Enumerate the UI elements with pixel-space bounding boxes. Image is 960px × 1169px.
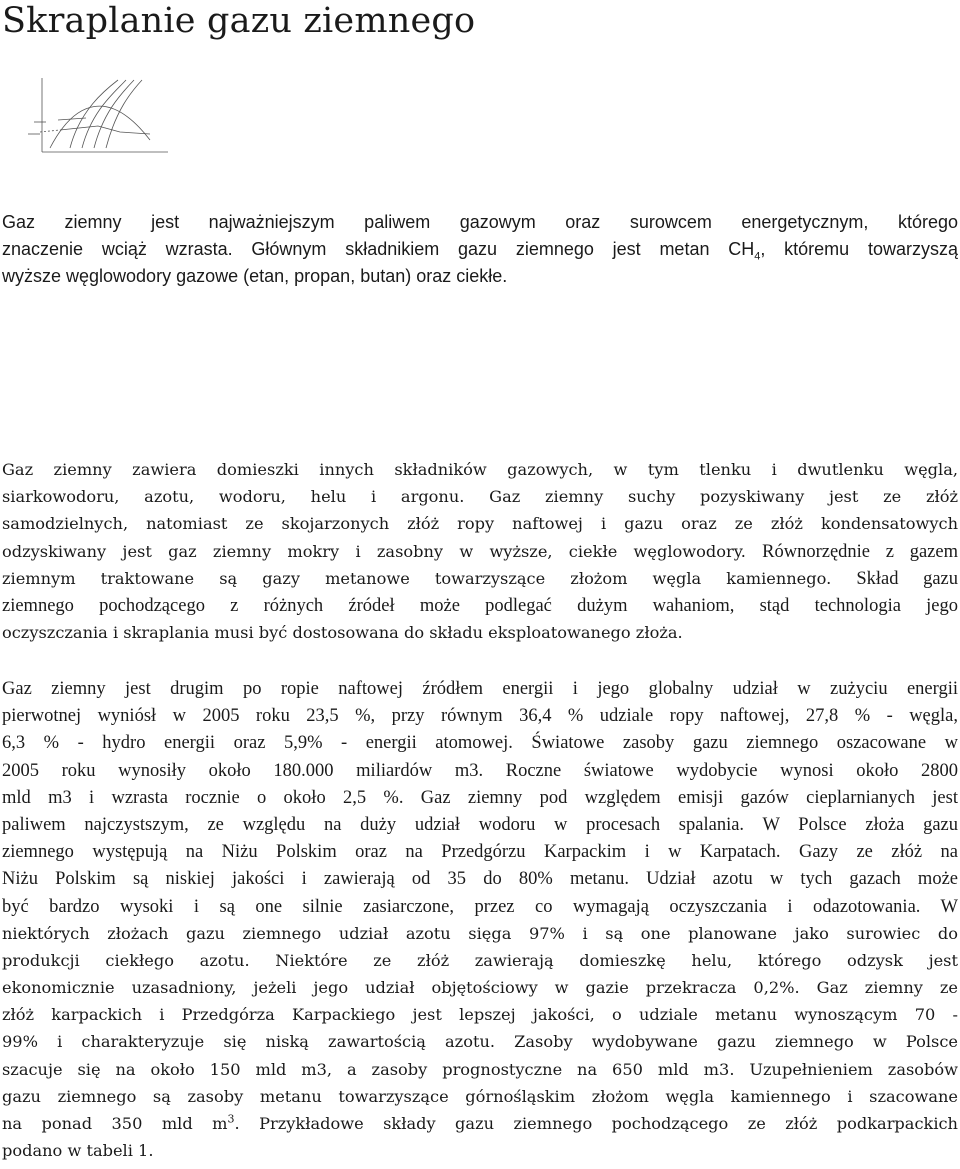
paragraph-line: szacuje się na około 150 mld m3, a zasoby prognostyczne na 650 mld m3. Uzupełnieniem zasobów (2, 1059, 958, 1079)
paragraph-line (2, 565, 958, 592)
paragraph-line: ekonomicznie uzasadniony, jeżeli jego udział objętościowy w gazie przekracza 0,2%. Gaz ziemny ze (2, 978, 958, 998)
paragraph-line (2, 811, 958, 838)
text-run: ziemnego pochodzącego z różnych źródeł może podlegać dużym wahaniom, stąd technologia jego (2, 595, 958, 616)
subscript: 4 (754, 250, 761, 263)
paragraph-line (2, 538, 958, 565)
text-run: mld m3 i wzrasta rocznie o około 2,5 %. Gaz ziemny pod względem emisji gazów cieplarnianych jest (2, 787, 958, 808)
diagram-isobar (60, 126, 150, 134)
diagram-curve (94, 80, 134, 148)
phase-diagram-thumbnail (20, 70, 190, 170)
text-run: na ponad 350 mld m (2, 1114, 228, 1133)
paragraph-line: wyższe węglowodory gazowe (etan, propan, butan) oraz ciekłe. (2, 266, 508, 287)
text-run: być bardzo wysoki i są one silnie zasiarczone, przez co wymagają oczyszczania i odazotowania. W (2, 896, 958, 917)
text-run: Niżu Polskim są niskiej jakości i zawierają od 35 do 80% metanu. Udział azotu w tych gazach może (2, 869, 958, 890)
text-run: znaczenie wciąż wzrasta. Głównym składnikiem gazu ziemnego jest metan CH (2, 239, 755, 260)
paragraph-line: złóż karpackich i Przedgórza Karpackiego jest lepszej jakości, o udziale metanu wynoszącym 70 - (2, 1005, 958, 1025)
text-run: , któremu towarzyszą (760, 239, 958, 260)
text-run: ziemnego występują na Niżu Polskim oraz na Przedgórzu Karpackim i w Karpatach. Gazy ze złóż na (2, 842, 958, 863)
paragraph-line (2, 702, 958, 729)
paragraph-line (2, 784, 958, 811)
text-run: odzyskiwany jest gaz ziemny mokry i zasobny w wyższe, ciekłe węglowodory. (2, 541, 763, 561)
paragraph-line: Gaz ziemny zawiera domieszki innych składników gazowych, w tym tlenku i dwutlenku węgla, (2, 460, 958, 479)
paragraph-line: produkcji ciekłego azotu. Niektóre ze złóż zawierają domieszkę helu, którego odzysk jest (2, 950, 958, 970)
text-run: Gaz ziemny jest drugim po ropie naftowej źródłem energii i jego globalny udział w zużyciu energii (2, 679, 958, 699)
diagram-curve (82, 80, 126, 148)
paragraph-line: oczyszczania i skraplania musi być dostosowana do składu eksploatowanego złoża. (2, 623, 683, 643)
paragraph-line (2, 1110, 958, 1137)
paragraph-line (2, 729, 958, 756)
text-run: ziemnym traktowane są gazy metanowe towarzyszące złożom węgla kamiennego. (2, 568, 857, 588)
paragraph-line: niektórych złożach gazu ziemnego udział azotu sięga 97% i są one planowane jako surowiec do (2, 923, 958, 943)
superscript: 3 (227, 1112, 235, 1126)
paragraph-line (2, 236, 958, 263)
paragraph-3 (2, 675, 958, 1164)
text-run: paliwem najczystszym, ze względu na duży udział wodoru w procesach spalania. W Polsce złoża gazu (2, 814, 958, 835)
paragraph-line (2, 893, 958, 920)
paragraph-line (2, 592, 958, 619)
diagram-curve (50, 106, 150, 148)
paragraph-line: siarkowodoru, azotu, wodoru, helu i argonu. Gaz ziemny suchy pozyskiwany jest ze złóż (2, 487, 958, 507)
page-title: Skraplanie gazu ziemnego (2, 1, 476, 41)
paragraph-2 (2, 456, 958, 646)
paragraph-1 (2, 209, 958, 291)
text-run: Skład gazu (856, 568, 958, 589)
text-run: 6,3 % - hydro energii oraz 5,9% - energii atomowej. Światowe zasoby gazu ziemnego oszacowane w (2, 733, 958, 754)
paragraph-line (2, 675, 958, 702)
text-run: 2005 roku wynosiły około 180.000 miliardów m3. Roczne światowe wydobycie wynosi około 2800 (2, 760, 958, 781)
diagram-guide (40, 130, 60, 132)
text-run: pierwotnej wyniósł w 2005 roku 23,5 %, przy równym 36,4 % udziale ropy naftowej, 27,8 % - węgla, (2, 706, 958, 727)
paragraph-line: Gaz ziemny jest najważniejszym paliwem gazowym oraz surowcem energetycznym, którego (2, 212, 958, 232)
paragraph-line (2, 838, 958, 865)
paragraph-line: podano w tabeli 1. (2, 1141, 154, 1161)
text-run: Równorzędnie z gazem (762, 541, 958, 562)
paragraph-line: 99% i charakteryzuje się niską zawartością azotu. Zasoby wydobywane gazu ziemnego w Polsce (2, 1032, 958, 1052)
text-run: . Przykładowe składy gazu ziemnego pochodzącego ze złóż podkarpackich (234, 1114, 958, 1133)
paragraph-line (2, 757, 958, 784)
paragraph-line: samodzielnych, natomiast ze skojarzonych złóż ropy naftowej i gazu oraz ze złóż kondensatowych (2, 514, 958, 534)
paragraph-line: gazu ziemnego są zasoby metanu towarzyszące górnośląskim złożom węgla kamiennego i szacowane (2, 1086, 958, 1106)
paragraph-line (2, 865, 958, 892)
